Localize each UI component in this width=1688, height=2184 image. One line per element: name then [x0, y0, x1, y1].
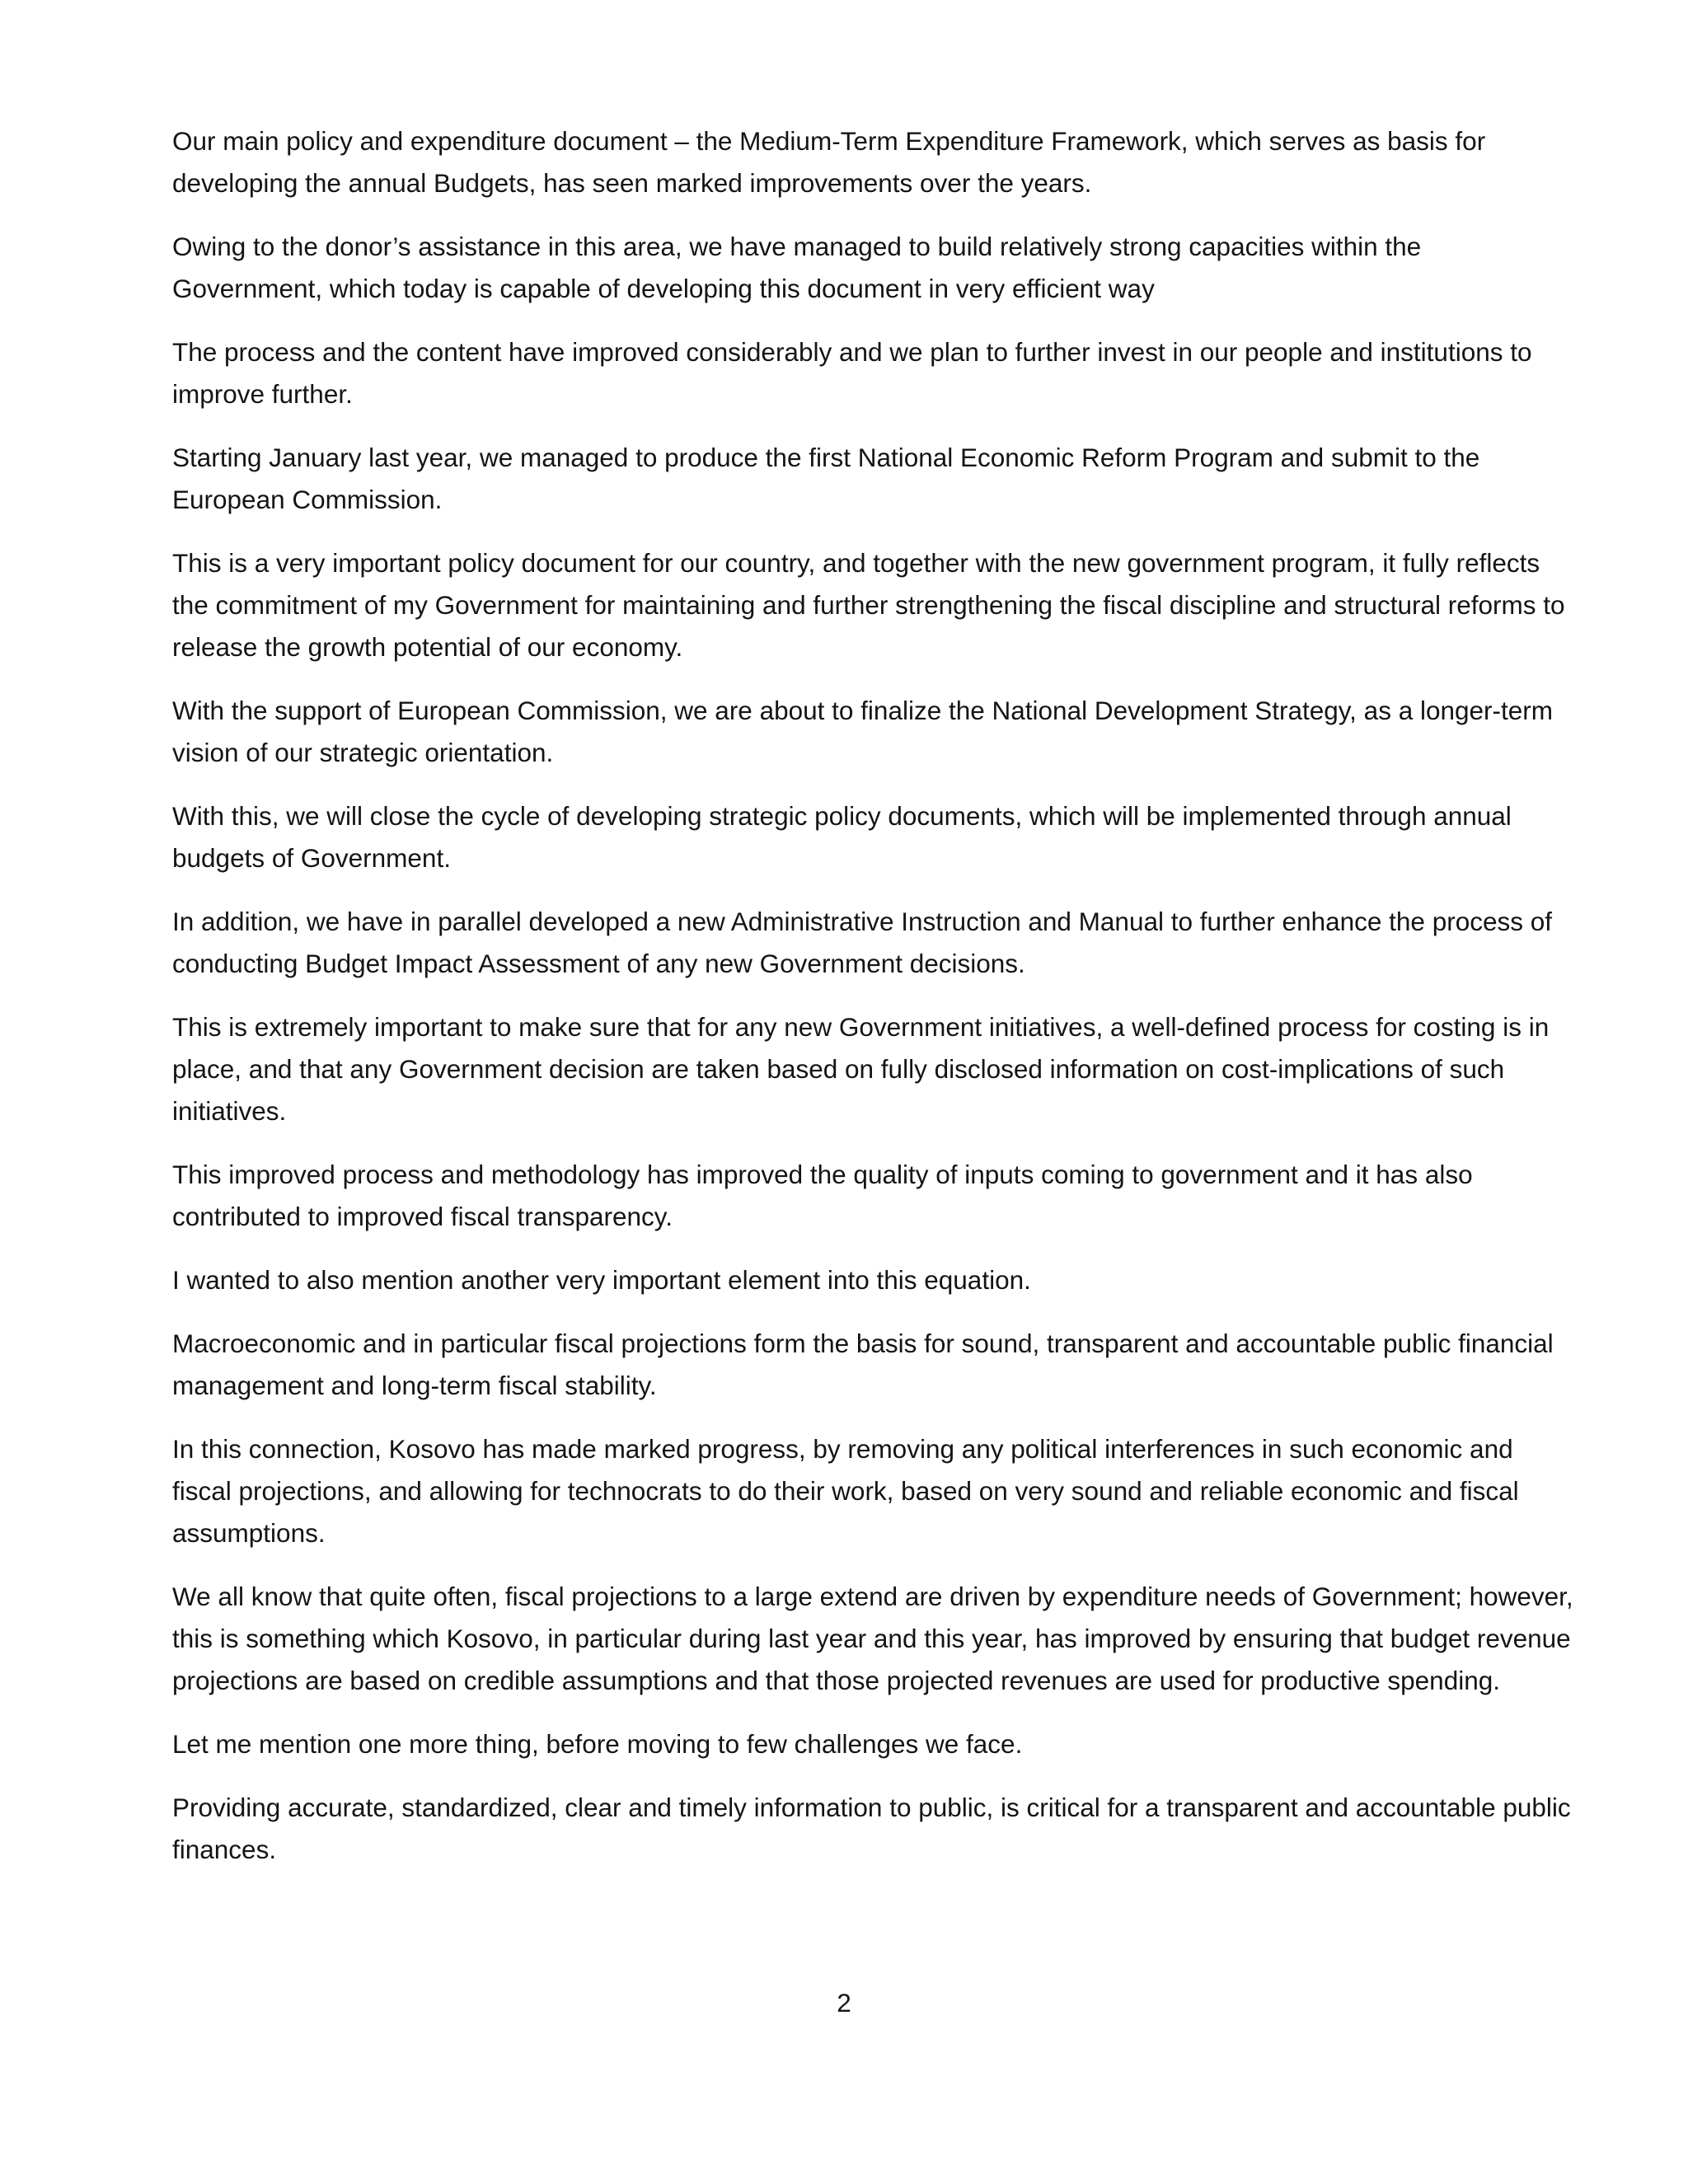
paragraph: Macroeconomic and in particular fiscal projections form the basis for sound, transparent and accountable public financial management and long-term fiscal stability. — [172, 1329, 1554, 1400]
paragraph: In addition, we have in parallel developed a new Administrative Instruction and Manual to further enhance the process of conducting Budget Impact Assessment of any new Government decisions. — [172, 907, 1553, 978]
paragraph: The process and the content have improved considerably and we plan to further invest in our people and institutions to improve further. — [172, 337, 1532, 409]
paragraph: We all know that quite often, fiscal projections to a large extend are driven by expenditure needs of Government; however, this is something which Kosovo, in particular during last year and this year, has improved by ensuring that budget revenue projections are based on credible assumptions and that those projected revenues are used for productive spending. — [172, 1582, 1573, 1695]
paragraph: I wanted to also mention another very important element into this equation. — [172, 1265, 1031, 1295]
document-body — [172, 120, 1573, 1892]
paragraph: Our main policy and expenditure document – the Medium-Term Expenditure Framework, which serves as basis for developing the annual Budgets, has seen marked improvements over the years. — [172, 126, 1486, 198]
page-number: 2 — [837, 1988, 851, 2018]
paragraph: This is extremely important to make sure that for any new Government initiatives, a well-defined process for costing is in place, and that any Government decision are taken based on fully disclosed information on cost-implications of such initiatives. — [172, 1012, 1550, 1126]
paragraph: With the support of European Commission, we are about to finalize the National Development Strategy, as a longer-term vision of our strategic orientation. — [172, 696, 1554, 767]
paragraph: Starting January last year, we managed to produce the first National Economic Reform Program and submit to the European Commission. — [172, 443, 1480, 514]
paragraph: With this, we will close the cycle of developing strategic policy documents, which will be implemented through annual budgets of Government. — [172, 801, 1512, 873]
paragraph: Let me mention one more thing, before moving to few challenges we face. — [172, 1729, 1023, 1759]
paragraph: This improved process and methodology has improved the quality of inputs coming to government and it has also contributed to improved fiscal transparency. — [172, 1160, 1473, 1231]
paragraph: In this connection, Kosovo has made marked progress, by removing any political interferences in such economic and fiscal projections, and allowing for technocrats to do their work, based on very sound and reliable economic and fiscal assumptions. — [172, 1434, 1519, 1548]
paragraph: This is a very important policy document for our country, and together with the new government program, it fully reflects the commitment of my Government for maintaining and further strengthening the fiscal discipline and structural reforms to release the growth potential of our economy. — [172, 548, 1565, 662]
paragraph: Providing accurate, standardized, clear and timely information to public, is critical for a transparent and accountable public finances. — [172, 1793, 1571, 1864]
paragraph: Owing to the donor’s assistance in this area, we have managed to build relatively strong capacities within the Government, which today is capable of developing this document in very efficient way — [172, 232, 1422, 303]
